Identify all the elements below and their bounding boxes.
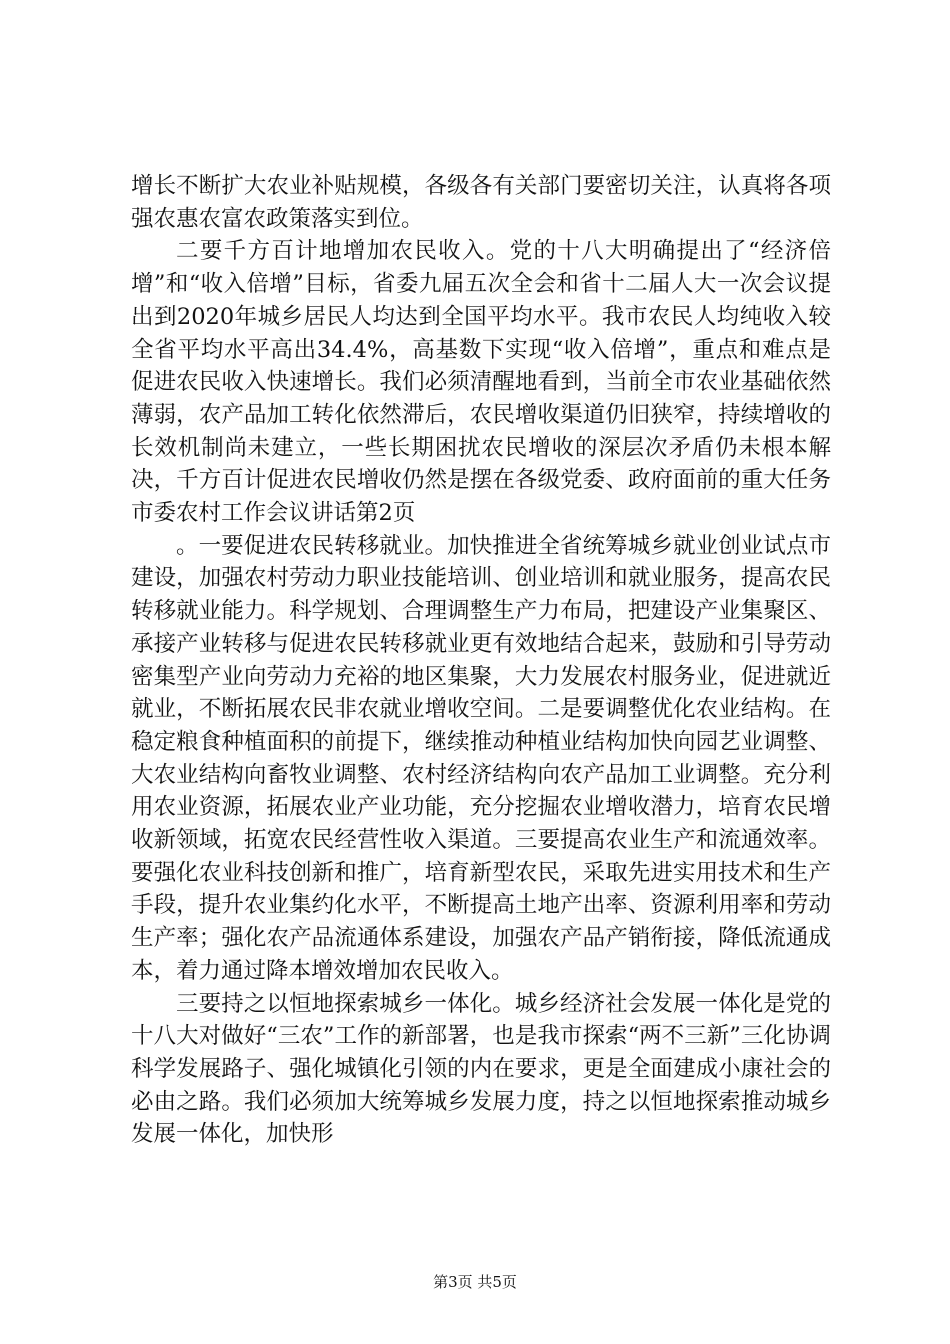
document-body	[131, 170, 831, 1151]
paragraph-urban-rural-integration: 三要持之以恒地探索城乡一体化。城乡经济社会发展一体化是党的十八大对做好“三农”工作的新部署，也是我市探索“两不三新”三化协调科学发展路子、强化城镇化引领的内在要求，更是全面建成小康社会的必由之路。我们必须加大统筹城乡发展力度，持之以恒地探索推动城乡发展一体化，加快形	[131, 990, 831, 1148]
paragraph-increase-income: 二要千方百计地增加农民收入。党的十八大明确提出了“经济倍增”和“收入倍增”目标，省委九届五次全会和省十二届人大一次会议提出到2020年城乡居民人均达到全国平均水平。我市农民人均纯收入较全省平均水平高出34.4%，高基数下实现“收入倍增”，重点和难点是促进农民收入快速增长。我们必须清醒地看到，当前全市农业基础依然薄弱，农产品加工转化依然滞后，农民增收渠道仍旧狭窄，持续增收的长效机制尚未建立，一些长期困扰农民增收的深层次矛盾仍未根本解决，千方百计促进农民增收仍然是摆在各级党委、政府面前的重大任务市委农村工作会议讲话第2页	[131, 238, 831, 527]
paragraph-income-measures: 。一要促进农民转移就业。加快推进全省统筹城乡就业创业试点市建设，加强农村劳动力职业技能培训、创业培训和就业服务，提高农民转移就业能力。科学规划、合理调整生产力布局，把建设产业集聚区、承接产业转移与促进农民转移就业更有效地结合起来，鼓励和引导劳动密集型产业向劳动力充裕的地区集聚，大力发展农村服务业，促进就近就业，不断拓展农民非农就业增收空间。二是要调整优化农业结构。在稳定粮食种植面积的前提下，继续推动种植业结构加快向园艺业调整、大农业结构向畜牧业调整、农村经济结构向农产品加工业调整。充分利用农业资源，拓展农业产业功能，充分挖掘农业增收潜力，培育农民增收新领域，拓宽农民经营性收入渠道。三要提高农业生产和流通效率。要强化农业科技创新和推广，培育新型农民，采取先进实用技术和生产手段，提升农业集约化水平，不断提高土地产出率、资源利用率和劳动生产率；强化农产品流通体系建设，加强农产品产销衔接，降低流通成本，着力通过降本增效增加农民收入。	[131, 532, 831, 984]
paragraph-subsidy-conclusion: 增长不断扩大农业补贴规模，各级各有关部门要密切关注，认真将各项强农惠农富农政策落实到位。	[131, 173, 831, 232]
page-footer: 第3页 共5页	[433, 1273, 517, 1291]
